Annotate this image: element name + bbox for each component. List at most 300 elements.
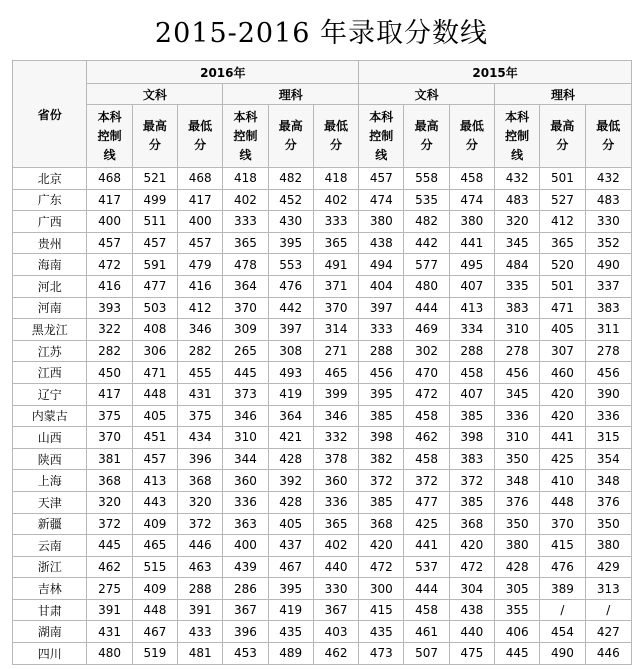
province-cell: 上海 <box>13 470 87 492</box>
score-cell: 456 <box>585 362 631 384</box>
score-cell: 456 <box>359 362 404 384</box>
score-cell: 350 <box>495 513 540 535</box>
col-max-header: 最高分 <box>268 105 313 168</box>
province-cell: 云南 <box>13 535 87 557</box>
score-cell: 429 <box>585 556 631 578</box>
score-cell: 363 <box>223 513 268 535</box>
score-cell: 413 <box>132 470 177 492</box>
table-row <box>13 383 632 405</box>
score-cell: 381 <box>87 448 132 470</box>
score-cell: 480 <box>87 643 132 665</box>
score-cell: 483 <box>495 189 540 211</box>
score-cell: 389 <box>540 578 585 600</box>
score-cell: 383 <box>585 297 631 319</box>
score-cell: 282 <box>178 340 223 362</box>
col-control-header: 本科控制线 <box>359 105 404 168</box>
score-cell: 499 <box>132 189 177 211</box>
province-cell: 河南 <box>13 297 87 319</box>
score-cell: 382 <box>359 448 404 470</box>
score-cell: 483 <box>585 189 631 211</box>
score-cell: 468 <box>87 168 132 190</box>
score-cell: 395 <box>268 232 313 254</box>
score-cell: 457 <box>132 448 177 470</box>
score-cell: 476 <box>268 275 313 297</box>
year-2016-header: 2016年 <box>87 61 359 84</box>
score-cell: 408 <box>132 319 177 341</box>
score-cell: 385 <box>359 491 404 513</box>
score-cell: 383 <box>495 297 540 319</box>
score-cell: 465 <box>313 362 358 384</box>
table-row <box>13 319 632 341</box>
col-control-header: 本科控制线 <box>495 105 540 168</box>
score-cell: 435 <box>268 621 313 643</box>
score-cell: 442 <box>268 297 313 319</box>
wenke-2016-header: 文科 <box>87 84 223 105</box>
table-row <box>13 578 632 600</box>
score-cell: 467 <box>132 621 177 643</box>
score-cell: 457 <box>132 232 177 254</box>
score-cell: 406 <box>495 621 540 643</box>
score-cell: 490 <box>540 643 585 665</box>
score-cell: 402 <box>313 535 358 557</box>
score-cell: 397 <box>359 297 404 319</box>
score-cell: 365 <box>313 232 358 254</box>
score-cell: 467 <box>268 556 313 578</box>
score-cell: 364 <box>268 405 313 427</box>
score-cell: 455 <box>178 362 223 384</box>
score-cell: 462 <box>313 643 358 665</box>
score-cell: 482 <box>404 211 449 233</box>
score-cell: 425 <box>540 448 585 470</box>
score-cell: 471 <box>132 362 177 384</box>
score-cell: 425 <box>404 513 449 535</box>
col-min-header: 最低分 <box>313 105 358 168</box>
score-cell: 458 <box>404 405 449 427</box>
score-cell: 398 <box>359 427 404 449</box>
score-cell: 310 <box>495 427 540 449</box>
score-cell: 392 <box>268 470 313 492</box>
score-cell: 445 <box>87 535 132 557</box>
table-row <box>13 362 632 384</box>
score-cell: 537 <box>404 556 449 578</box>
province-cell: 吉林 <box>13 578 87 600</box>
province-cell: 黑龙江 <box>13 319 87 341</box>
table-row <box>13 340 632 362</box>
score-cell: 468 <box>178 168 223 190</box>
score-cell: 501 <box>540 168 585 190</box>
score-cell: / <box>585 599 631 621</box>
score-cell: 364 <box>223 275 268 297</box>
score-cell: 370 <box>540 513 585 535</box>
score-cell: 403 <box>313 621 358 643</box>
score-cell: 275 <box>87 578 132 600</box>
score-cell: 416 <box>178 275 223 297</box>
score-cell: 463 <box>178 556 223 578</box>
score-cell: 372 <box>87 513 132 535</box>
score-cell: 398 <box>449 427 494 449</box>
score-cell: 380 <box>585 535 631 557</box>
score-cell: 380 <box>359 211 404 233</box>
score-cell: 332 <box>313 427 358 449</box>
score-cell: 376 <box>495 491 540 513</box>
table-row <box>13 535 632 557</box>
score-cell: 278 <box>585 340 631 362</box>
score-cell: 346 <box>313 405 358 427</box>
score-cell: 385 <box>449 405 494 427</box>
score-cell: 438 <box>359 232 404 254</box>
score-cell: 444 <box>404 578 449 600</box>
score-cell: 591 <box>132 254 177 276</box>
score-cell: 391 <box>87 599 132 621</box>
score-cell: 430 <box>268 211 313 233</box>
score-cell: 355 <box>495 599 540 621</box>
score-cell: 360 <box>223 470 268 492</box>
score-cell: 375 <box>87 405 132 427</box>
score-cell: 402 <box>223 189 268 211</box>
score-cell: 462 <box>87 556 132 578</box>
score-cell: 375 <box>178 405 223 427</box>
table-row <box>13 232 632 254</box>
score-cell: 519 <box>132 643 177 665</box>
score-cell: 434 <box>178 427 223 449</box>
score-cell: 346 <box>223 405 268 427</box>
score-cell: 472 <box>359 556 404 578</box>
score-cell: 300 <box>359 578 404 600</box>
score-cell: 354 <box>585 448 631 470</box>
score-cell: 444 <box>404 297 449 319</box>
score-cell: 553 <box>268 254 313 276</box>
score-cell: 457 <box>87 232 132 254</box>
score-cell: 535 <box>404 189 449 211</box>
score-cell: 360 <box>313 470 358 492</box>
like-2016-header: 理科 <box>223 84 359 105</box>
score-cell: 352 <box>585 232 631 254</box>
province-header: 省份 <box>13 61 87 168</box>
page-title: 2015-2016 年录取分数线 <box>154 18 489 49</box>
province-cell: 广东 <box>13 189 87 211</box>
score-cell: 428 <box>495 556 540 578</box>
score-cell: 320 <box>87 491 132 513</box>
score-cell: 402 <box>313 189 358 211</box>
score-cell: 345 <box>495 232 540 254</box>
score-cell: 370 <box>87 427 132 449</box>
score-cell: 368 <box>178 470 223 492</box>
score-cell: 503 <box>132 297 177 319</box>
score-cell: 330 <box>585 211 631 233</box>
table-row <box>13 405 632 427</box>
score-cell: 390 <box>585 383 631 405</box>
table-row <box>13 297 632 319</box>
score-cell: 431 <box>87 621 132 643</box>
score-cell: 417 <box>178 189 223 211</box>
score-cell: 458 <box>449 168 494 190</box>
score-cell: 477 <box>132 275 177 297</box>
score-cell: 477 <box>404 491 449 513</box>
table-row <box>13 621 632 643</box>
score-cell: 431 <box>178 383 223 405</box>
score-cell: 451 <box>132 427 177 449</box>
score-cell: 313 <box>585 578 631 600</box>
score-cell: 446 <box>585 643 631 665</box>
score-cell: 365 <box>313 513 358 535</box>
table-header <box>13 61 632 168</box>
score-cell: 476 <box>540 556 585 578</box>
score-cell: 433 <box>178 621 223 643</box>
score-cell: 511 <box>132 211 177 233</box>
score-cell: 346 <box>178 319 223 341</box>
table-row <box>13 513 632 535</box>
score-cell: 376 <box>585 491 631 513</box>
score-cell: 322 <box>87 319 132 341</box>
score-cell: 314 <box>313 319 358 341</box>
score-cell: 527 <box>540 189 585 211</box>
wenke-2015-header: 文科 <box>359 84 495 105</box>
score-cell: 305 <box>495 578 540 600</box>
score-cell: 337 <box>585 275 631 297</box>
score-cell: 372 <box>359 470 404 492</box>
score-cell: 475 <box>449 643 494 665</box>
score-cell: 336 <box>313 491 358 513</box>
score-cell: 288 <box>359 340 404 362</box>
score-cell: 333 <box>223 211 268 233</box>
score-cell: 448 <box>132 383 177 405</box>
table-row <box>13 168 632 190</box>
score-cell: 441 <box>404 535 449 557</box>
score-cell: 372 <box>449 470 494 492</box>
score-cell: 457 <box>178 232 223 254</box>
score-cell: 373 <box>223 383 268 405</box>
score-cell: 432 <box>495 168 540 190</box>
score-cell: 452 <box>268 189 313 211</box>
score-cell: 474 <box>449 189 494 211</box>
table-row <box>13 448 632 470</box>
score-cell: 378 <box>313 448 358 470</box>
province-cell: 江苏 <box>13 340 87 362</box>
score-cell: 333 <box>313 211 358 233</box>
score-cell: 320 <box>178 491 223 513</box>
score-cell: 445 <box>223 362 268 384</box>
province-cell: 浙江 <box>13 556 87 578</box>
score-cell: 395 <box>359 383 404 405</box>
score-cell: 393 <box>87 297 132 319</box>
score-cell: 407 <box>449 275 494 297</box>
score-cell: 458 <box>404 448 449 470</box>
score-cell: 493 <box>268 362 313 384</box>
score-cell: 410 <box>540 470 585 492</box>
score-cell: 334 <box>449 319 494 341</box>
score-cell: 415 <box>540 535 585 557</box>
score-cell: 489 <box>268 643 313 665</box>
table-row <box>13 556 632 578</box>
score-cell: 407 <box>449 383 494 405</box>
score-cell: 399 <box>313 383 358 405</box>
score-cell: 336 <box>223 491 268 513</box>
col-min-header: 最低分 <box>178 105 223 168</box>
score-cell: 368 <box>449 513 494 535</box>
province-cell: 辽宁 <box>13 383 87 405</box>
score-cell: 413 <box>449 297 494 319</box>
score-cell: 472 <box>404 383 449 405</box>
score-cell: 446 <box>178 535 223 557</box>
score-cell: 385 <box>359 405 404 427</box>
score-cell: 507 <box>404 643 449 665</box>
score-cell: 304 <box>449 578 494 600</box>
score-cell: 445 <box>495 643 540 665</box>
score-cell: 416 <box>87 275 132 297</box>
score-cell: 437 <box>268 535 313 557</box>
score-cell: 481 <box>178 643 223 665</box>
score-cell: 465 <box>132 535 177 557</box>
score-cell: 335 <box>495 275 540 297</box>
score-cell: 368 <box>359 513 404 535</box>
score-cell: 278 <box>495 340 540 362</box>
table-row <box>13 211 632 233</box>
score-cell: 288 <box>178 578 223 600</box>
score-cell: 454 <box>540 621 585 643</box>
score-cell: 310 <box>223 427 268 449</box>
score-cell: 315 <box>585 427 631 449</box>
score-cell: 333 <box>359 319 404 341</box>
score-cell: 310 <box>495 319 540 341</box>
score-cell: 439 <box>223 556 268 578</box>
score-cell: 271 <box>313 340 358 362</box>
score-cell: 440 <box>449 621 494 643</box>
score-cell: 435 <box>359 621 404 643</box>
score-cell: 400 <box>223 535 268 557</box>
score-cell: 350 <box>585 513 631 535</box>
score-cell: 345 <box>495 383 540 405</box>
table-row <box>13 599 632 621</box>
table-row <box>13 470 632 492</box>
score-cell: 420 <box>359 535 404 557</box>
score-cell: 288 <box>449 340 494 362</box>
score-cell: 397 <box>268 319 313 341</box>
score-cell: 336 <box>585 405 631 427</box>
col-max-header: 最高分 <box>404 105 449 168</box>
score-cell: 428 <box>268 448 313 470</box>
score-cell: 405 <box>268 513 313 535</box>
score-cell: 460 <box>540 362 585 384</box>
score-cell: 491 <box>313 254 358 276</box>
score-cell: 448 <box>132 599 177 621</box>
score-cell: 418 <box>313 168 358 190</box>
score-cell: 311 <box>585 319 631 341</box>
score-cell: 469 <box>404 319 449 341</box>
province-cell: 海南 <box>13 254 87 276</box>
score-cell: 419 <box>268 599 313 621</box>
score-cell: 420 <box>540 405 585 427</box>
score-cell: 456 <box>495 362 540 384</box>
score-cell: 396 <box>178 448 223 470</box>
score-cell: 558 <box>404 168 449 190</box>
score-cell: 372 <box>178 513 223 535</box>
score-cell: 472 <box>87 254 132 276</box>
score-cell: 400 <box>87 211 132 233</box>
province-cell: 江西 <box>13 362 87 384</box>
score-cell: 457 <box>359 168 404 190</box>
score-cell: 490 <box>585 254 631 276</box>
score-cell: 367 <box>223 599 268 621</box>
score-cell: 520 <box>540 254 585 276</box>
score-cell: 415 <box>359 599 404 621</box>
score-cell: 442 <box>404 232 449 254</box>
score-cell: 367 <box>313 599 358 621</box>
province-cell: 内蒙古 <box>13 405 87 427</box>
table-row <box>13 254 632 276</box>
score-cell: 450 <box>87 362 132 384</box>
score-cell: 350 <box>495 448 540 470</box>
score-cell: 391 <box>178 599 223 621</box>
province-cell: 新疆 <box>13 513 87 535</box>
col-max-header: 最高分 <box>132 105 177 168</box>
province-cell: 广西 <box>13 211 87 233</box>
score-cell: 409 <box>132 578 177 600</box>
score-cell: 478 <box>223 254 268 276</box>
province-cell: 甘肃 <box>13 599 87 621</box>
score-cell: 448 <box>540 491 585 513</box>
score-cell: 471 <box>540 297 585 319</box>
score-cell: 420 <box>449 535 494 557</box>
col-min-header: 最低分 <box>449 105 494 168</box>
score-cell: 461 <box>404 621 449 643</box>
score-cell: / <box>540 599 585 621</box>
score-cell: 420 <box>540 383 585 405</box>
province-cell: 天津 <box>13 491 87 513</box>
score-cell: 474 <box>359 189 404 211</box>
col-control-header: 本科控制线 <box>223 105 268 168</box>
admission-score-table <box>12 60 632 665</box>
score-cell: 330 <box>313 578 358 600</box>
table-row <box>13 275 632 297</box>
score-cell: 395 <box>268 578 313 600</box>
score-cell: 309 <box>223 319 268 341</box>
score-cell: 405 <box>540 319 585 341</box>
year-2015-header: 2015年 <box>359 61 632 84</box>
score-cell: 438 <box>449 599 494 621</box>
score-cell: 495 <box>449 254 494 276</box>
score-cell: 432 <box>585 168 631 190</box>
score-cell: 365 <box>540 232 585 254</box>
score-cell: 380 <box>449 211 494 233</box>
score-cell: 484 <box>495 254 540 276</box>
score-cell: 336 <box>495 405 540 427</box>
score-cell: 470 <box>404 362 449 384</box>
table-row <box>13 189 632 211</box>
table-row <box>13 491 632 513</box>
col-min-header: 最低分 <box>585 105 631 168</box>
province-cell: 贵州 <box>13 232 87 254</box>
score-cell: 419 <box>268 383 313 405</box>
score-cell: 515 <box>132 556 177 578</box>
score-cell: 282 <box>87 340 132 362</box>
score-cell: 404 <box>359 275 404 297</box>
province-cell: 湖南 <box>13 621 87 643</box>
score-cell: 265 <box>223 340 268 362</box>
score-cell: 344 <box>223 448 268 470</box>
score-cell: 443 <box>132 491 177 513</box>
score-cell: 405 <box>132 405 177 427</box>
province-cell: 四川 <box>13 643 87 665</box>
score-cell: 400 <box>178 211 223 233</box>
score-cell: 348 <box>495 470 540 492</box>
score-cell: 472 <box>449 556 494 578</box>
table-body <box>13 168 632 665</box>
score-cell: 380 <box>495 535 540 557</box>
score-cell: 308 <box>268 340 313 362</box>
score-cell: 440 <box>313 556 358 578</box>
score-cell: 412 <box>540 211 585 233</box>
score-cell: 370 <box>223 297 268 319</box>
